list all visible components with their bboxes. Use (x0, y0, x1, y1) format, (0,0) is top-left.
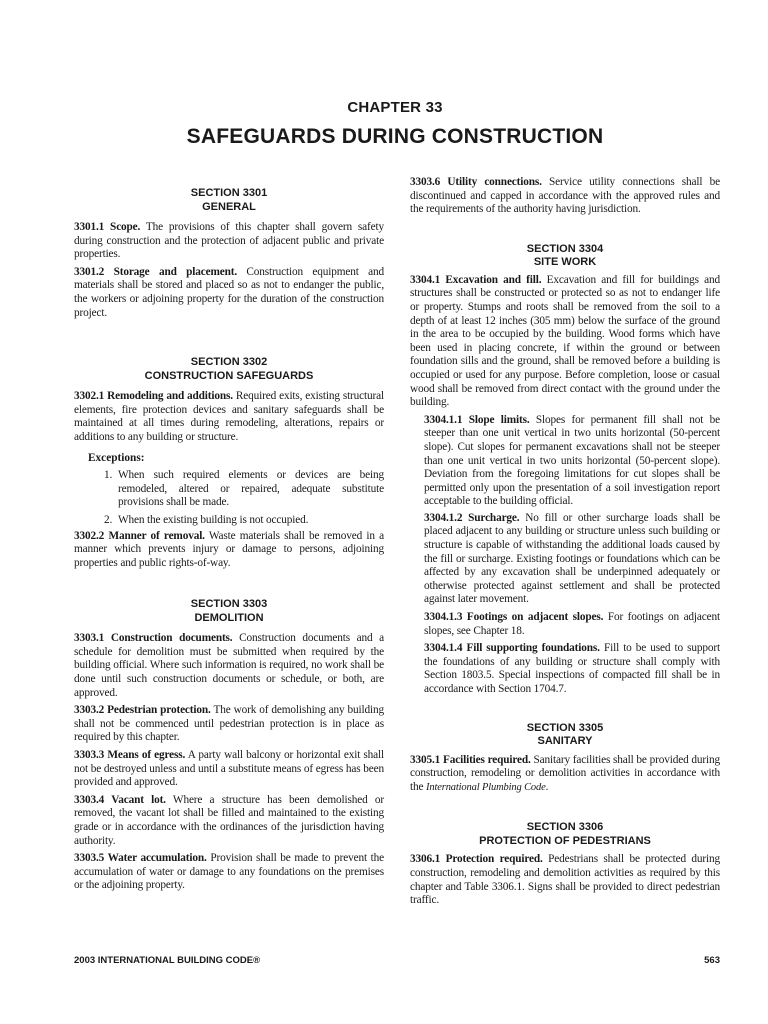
section-heading: SECTION 3302 (190, 356, 268, 369)
section-subheading: SANITARY (537, 735, 593, 748)
paragraph-3303-6: 3303.6 Utility connections. Service utility connections shall be discontinued and capped in accordance with the approved rules and the requirements of the authority having jurisdiction. (410, 176, 720, 216)
paragraph-3302-1: 3302.1 Remodeling and additions. Required exits, existing structural elements, fire protection devices and sanitary safeguards shall be maintained at all times during remodeling, alterations, repairs or additions to any building or structure. (74, 390, 384, 443)
paragraph-3303-4: 3303.4 Vacant lot. Where a structure has been demolished or removed, the vacant lot shall be filled and maintained to the existing grade or in accordance with the ordinances of the jurisdiction having authority. (74, 793, 384, 847)
code-reference: International Plumbing Code (426, 781, 546, 793)
paragraph-3304-1-1: 3304.1.1 Slope limits. Slopes for permanent fill shall not be steeper than one unit vertical in two units horizontal (50-percent slope). Cut slopes for permanent excavations shall not be steeper than one unit vertical in two units horizontal (50-percent slope). Deviation from the foregoing limitations for cut slopes shall be permitted only upon the presentation of a soil investigation report acceptable to the building official. (424, 413, 720, 508)
section-heading: SECTION 3306 (526, 821, 604, 834)
exceptions-label: Exceptions: (88, 451, 145, 464)
list-item: 2. When the existing building is not occupied. (104, 513, 309, 526)
section-subheading: CONSTRUCTION SAFEGUARDS (144, 369, 314, 382)
paragraph-3304-1-2: 3304.1.2 Surcharge. No fill or other surcharge loads shall be placed adjacent to any building or structure unless such building or structure is capable of withstanding the additional loads caused by the fill or surcharge. Existing footings or foundations which can be affected by any excavation shall be underpinned adequately or otherwise protected against settlement and shall be protected against later movement. (424, 511, 721, 606)
section-subheading: SITE WORK (533, 256, 597, 269)
paragraph-3305-1: 3305.1 Facilities required. Sanitary facilities shall be provided during construction, remodeling or demolition activities in accordance with the International Plumbing Code. (410, 753, 720, 793)
exceptions-list (74, 469, 384, 527)
right-column (410, 176, 720, 908)
section-heading: SECTION 3305 (526, 721, 604, 734)
paragraph-3306-1: 3306.1 Protection required. Pedestrians shall be protected during construction, remodeling and demolition activities as required by this chapter and Table 3306.1. Signs shall be provided to direct pedestrian traffic. (410, 853, 720, 907)
chapter-number: CHAPTER 33 (347, 99, 443, 116)
section-subheading: DEMOLITION (194, 611, 264, 624)
paragraph-3302-2: 3302.2 Manner of removal. Waste materials shall be removed in a manner which prevents injury or damage to persons, adjoining properties and public rights-of-way. (74, 529, 384, 569)
paragraph-3304-1: 3304.1 Excavation and fill. Excavation and fill for buildings and structures shall be constructed or protected so as not to endanger life or property. Stumps and roots shall be removed from the soil to a depth of at least 12 inches (305 mm) below the surface of the ground in the area to be occupied by the building. Wood forms which have been used in placing concrete, if within the ground or between foundation sills and the ground, shall be removed before a building is occupied or used for any purpose. Before completion, loose or casual wood shall be removed from direct contact with the ground under the building. (410, 273, 720, 409)
chapter-title: SAFEGUARDS DURING CONSTRUCTION (186, 125, 604, 148)
paragraph-3301-1: 3301.1 Scope. The provisions of this chapter shall govern safety during construction and the protection of adjacent public and private properties. (74, 221, 384, 261)
page-number: 563 (704, 955, 720, 966)
section-heading: SECTION 3301 (190, 187, 268, 199)
paragraph-3303-3: 3303.3 Means of egress. A party wall balcony or horizontal exit shall not be destroyed unless and until a substitute means of egress has been provided and approved. (74, 749, 385, 789)
paragraph-3301-2: 3301.2 Storage and placement. Construction equipment and materials shall be stored and placed so as not to endanger the public, the workers or adjoining property for the duration of the construction project. (74, 265, 384, 319)
paragraph-3303-2: 3303.2 Pedestrian protection. The work of demolishing any building shall not be commenced until pedestrian protection is in place as required by this chapter. (74, 704, 384, 744)
paragraph-3304-1-3: 3304.1.3 Footings on adjacent slopes. For footings on adjacent slopes, see Chapter 18. (424, 611, 720, 637)
paragraph-3303-5: 3303.5 Water accumulation. Provision shall be made to prevent the accumulation of water or damage to any foundations on the premises or the adjoining property. (74, 852, 384, 892)
paragraph-3304-1-4: 3304.1.4 Fill supporting foundations. Fill to be used to support the foundations of any building or structure shall comply with Section 1803.5. Special inspections of compacted fill shall be in accordance with Section 1704.7. (424, 642, 720, 695)
paragraph-3303-1: 3303.1 Construction documents. Construction documents and a schedule for demolition must be submitted when required by the building official. Where such information is required, no work shall be done until such construction documents or schedule, or both, are approved. (74, 632, 384, 699)
section-subheading: GENERAL (202, 200, 256, 213)
footer-title: 2003 INTERNATIONAL BUILDING CODE® (74, 955, 261, 966)
section-subheading: PROTECTION OF PEDESTRIANS (479, 834, 651, 847)
left-column (74, 176, 384, 893)
list-item: 1. When such required elements or devices are being remodeled, altered or repaired, adequate substitute provisions shall be made. (104, 469, 384, 509)
section-heading: SECTION 3303 (190, 598, 268, 611)
section-heading: SECTION 3304 (526, 242, 604, 255)
